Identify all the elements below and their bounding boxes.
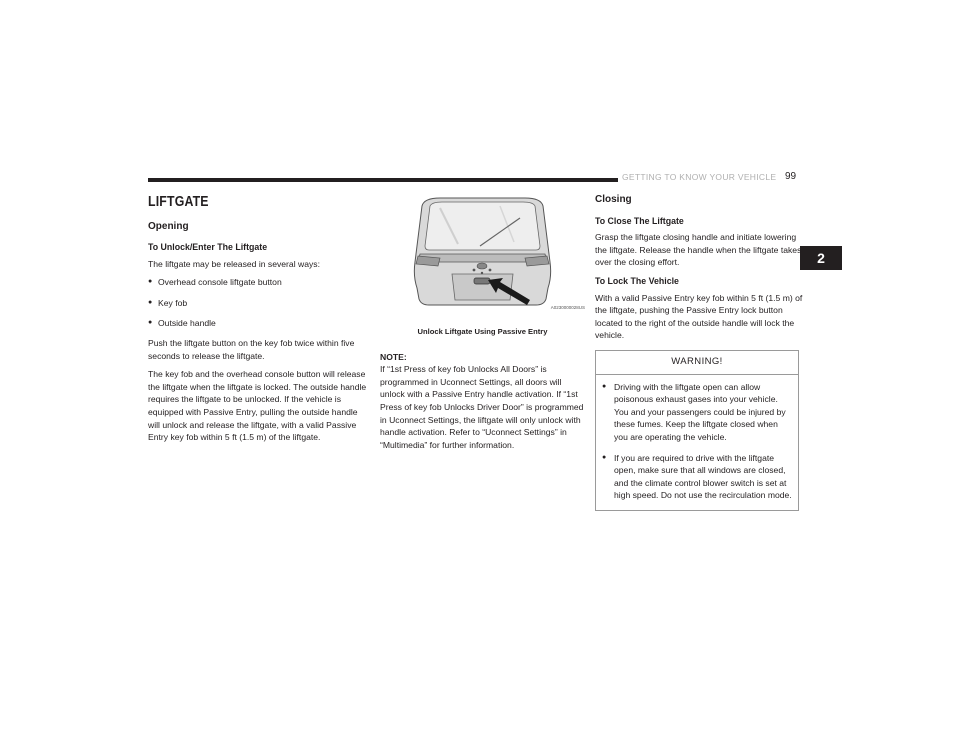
release-methods-list [148,276,368,329]
note-label: NOTE: [380,351,407,362]
page-number: 99 [785,171,797,182]
warning-title: WARNING! [596,351,798,375]
warning-list [596,375,798,502]
figure-caption: Unlock Liftgate Using Passive Entry [417,327,548,336]
list-item: ● Driving with the liftgate open can allow poisonous exhaust gases into your vehicle. You and your passengers could be injured by these fumes. Keep the liftgate closed when you are operating the vehicle. [602,381,792,444]
unlock-procedure-heading: To Unlock/Enter The Liftgate [148,242,268,253]
list-item: ● Key fob [148,297,368,310]
page-title: LIFTGATE [148,194,209,210]
lock-procedure-text: With a valid Passive Entry key fob within 5 ft (1.5 m) of the liftgate, pushing the Passive Entry lock button located to the right of the outside handle will lock the vehicle. [595,292,803,341]
liftgate-illustration [380,196,585,322]
passive-entry-paragraph: The key fob and the overhead console button will release the liftgate when the liftgate is locked. The outside handle requires the liftgate to be unlocked. If the vehicle is equipped with Passive Entry, pulling the outside handle will unlock and release the liftgate, with a valid Passive Entry key fob within 5 ft (1.5 m) of the liftgate. [148,369,367,443]
list-item: ● Outside handle [148,317,368,330]
list-item: ● Overhead console liftgate button [148,276,368,289]
release-intro: The liftgate may be released in several ways: [148,258,320,269]
section-title: GETTING TO KNOW YOUR VEHICLE [622,172,777,182]
opening-heading: Opening [148,220,189,232]
column-middle [380,196,585,457]
lock-procedure-heading: To Lock The Vehicle [595,275,679,286]
close-procedure-heading: To Close The Liftgate [595,215,684,226]
note-text: If “1st Press of key fob Unlocks All Doors” is programmed in Uconnect Settings, all doors will unlock with a Passive Entry handle activation. If “1st Press of key fob Unlocks Driver Door” is programmed in Uconnect Settings, the liftgate will only unlock with handle activation. Refer to “Uconnect Settings” in “Multimedia” for further information. [380,364,584,450]
closing-heading: Closing [595,194,632,205]
column-left [148,194,368,450]
list-item: ● If you are required to drive with the liftgate open, make sure that all windows are closed, and the climate control blower switch is set at high speed. Do not use the recirculation mode. [602,452,792,502]
close-procedure-text: Grasp the liftgate closing handle and initiate lowering the liftgate. Release the handle when the liftgate takes over the closing effort. [595,232,802,268]
header-rule [148,178,618,182]
warning-box [595,350,799,511]
key-fob-paragraph: Push the liftgate button on the key fob twice within five seconds to release the liftgate. [148,337,355,361]
figure-code: A0230000028US [550,305,585,310]
column-right [595,194,805,511]
chapter-tab[interactable]: 2 [800,246,842,270]
